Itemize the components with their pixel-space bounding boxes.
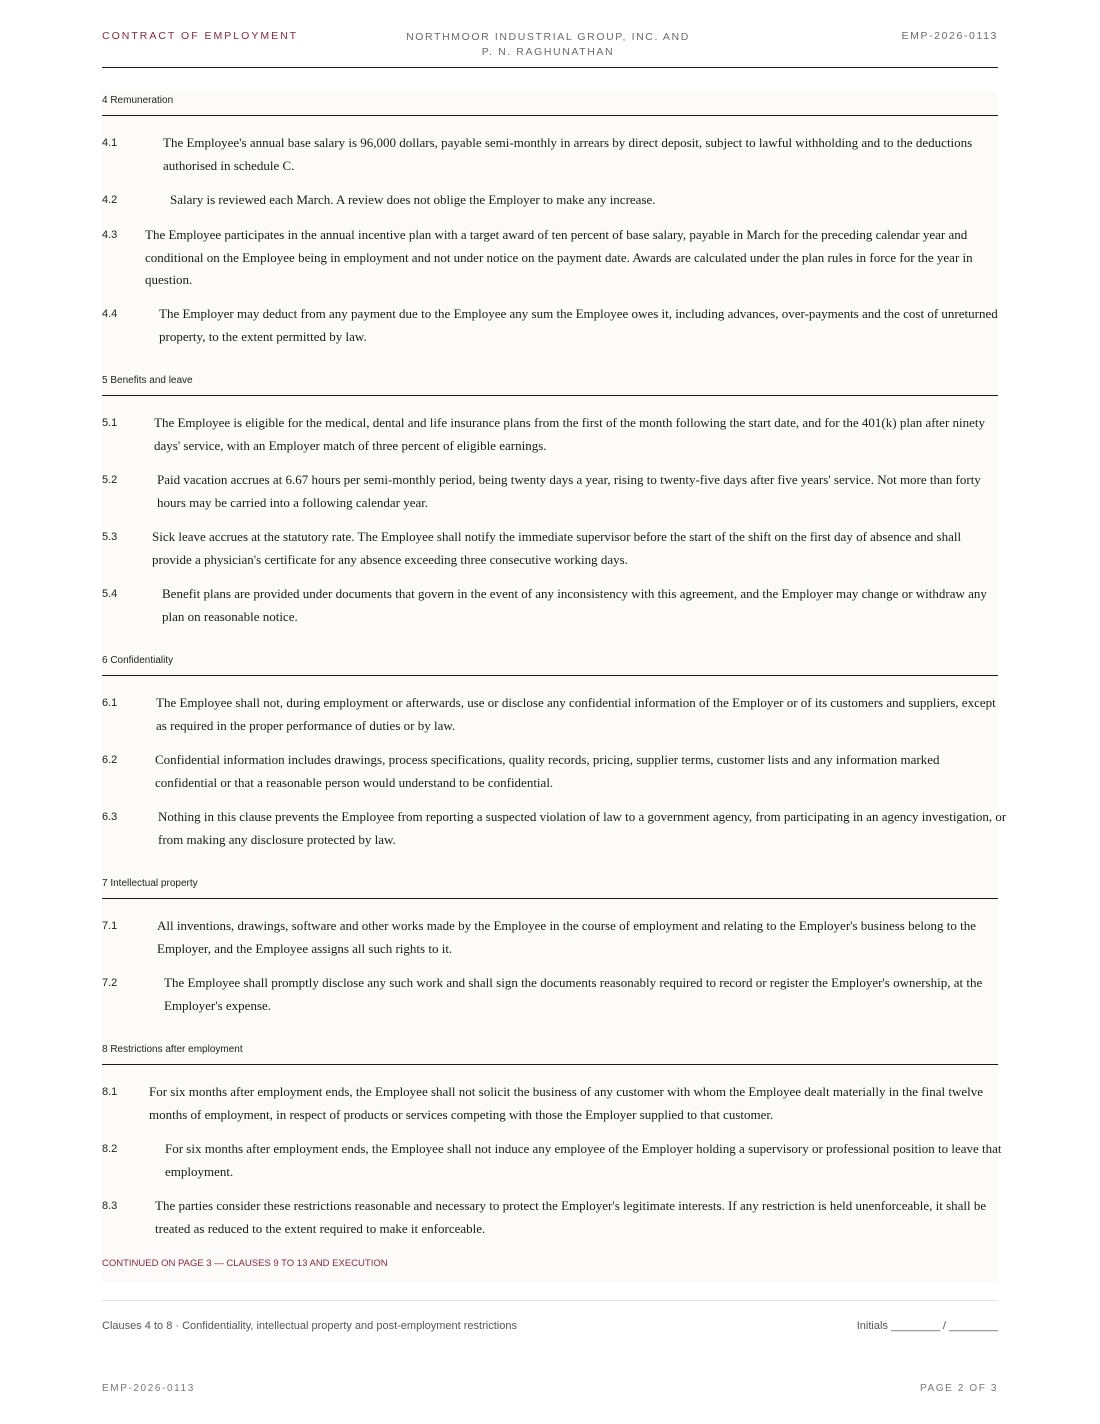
reference-number: EMP-2026-0113 xyxy=(901,30,998,42)
clause-number: 5.3 xyxy=(102,531,118,543)
clause-number: 5.2 xyxy=(102,474,118,486)
clause-number: 4.4 xyxy=(102,308,118,320)
clause-number: 5.1 xyxy=(102,417,118,429)
page-number: PAGE 2 OF 3 xyxy=(920,1383,998,1394)
document-type: CONTRACT OF EMPLOYMENT xyxy=(102,30,299,42)
clause-number: 6.2 xyxy=(102,754,118,766)
clause-number: 5.4 xyxy=(102,588,118,600)
clause-text: The Employee participates in the annual incentive plan with a target award of ten percent of base salary, payable in March for the preceding calendar year and conditional on the Employee being in employment and not under notice on the payment date. Awards are calculated under the plan rules in force for the year in question. xyxy=(145,227,973,287)
clause-text: The Employer may deduct from any payment due to the Employee any sum the Employee owes it, including advances, over-payments and the cost of unreturned property, to the extent permitted by law. xyxy=(159,306,998,344)
clause-number: 4.3 xyxy=(102,229,118,241)
clause-number: 6.3 xyxy=(102,811,118,823)
clause-text: The Employee is eligible for the medical, dental and life insurance plans from the first of the month following the start date, and for the 401(k) plan after ninety days' service, with an Employer match of three percent of eligible earnings. xyxy=(154,415,986,453)
clause-text: The parties consider these restrictions reasonable and necessary to protect the Employer's legitimate interests. If any restriction is held unenforceable, it shall be treated as reduced to the extent required to make it enforceable. xyxy=(155,1198,987,1236)
page-footer-reference: EMP-2026-0113 xyxy=(102,1383,195,1394)
section-heading-benefits: 5 Benefits and leave xyxy=(102,370,998,396)
clause-number: 4.2 xyxy=(102,194,118,206)
clause-text: All inventions, drawings, software and other works made by the Employee in the course of employment and relating to the Employer's business belong to the Employer, and the Employee assigns all such rights to it. xyxy=(157,918,976,956)
clause-text: Nothing in this clause prevents the Employee from reporting a suspected violation of law to a government agency, from participating in an agency investigation, or from making any disclosure protected by law. xyxy=(158,809,1007,847)
section-heading-restrictions: 8 Restrictions after employment xyxy=(102,1039,998,1065)
section-heading-intellectual-property: 7 Intellectual property xyxy=(102,873,998,899)
continued-note: CONTINUED ON PAGE 3 — CLAUSES 9 TO 13 AND EXECUTION xyxy=(102,1258,388,1269)
footer-summary: Clauses 4 to 8 · Confidentiality, intellectual property and post-employment restrictions xyxy=(102,1320,517,1332)
parties-line: NORTHMOOR INDUSTRIAL GROUP, INC. AND P. N. RAGHUNATHAN xyxy=(406,31,690,58)
clause-number: 4.1 xyxy=(102,137,118,149)
initials-line: Initials ________ / ________ xyxy=(856,1320,998,1332)
clause-text: Sick leave accrues at the statutory rate. The Employee shall notify the immediate supervisor before the start of the shift on the first day of absence and shall provide a physician's certificate for any absence exceeding three consecutive working days. xyxy=(152,529,962,567)
clause-text: Paid vacation accrues at 6.67 hours per semi-monthly period, being twenty days a year, rising to twenty-five days after five years' service. Not more than forty hours may be carried into a following calendar year. xyxy=(157,472,981,510)
section-heading-confidentiality: 6 Confidentiality xyxy=(102,650,998,676)
clause-text: The Employee shall promptly disclose any such work and shall sign the documents reasonably required to record or register the Employer's ownership, at the Employer's expense. xyxy=(164,975,983,1013)
running-header xyxy=(102,29,998,68)
clause-text: Confidential information includes drawings, process specifications, quality records, pricing, supplier terms, customer lists and any information marked confidential or that a reasonable person would understand to be confidential. xyxy=(155,752,940,790)
clause-text: The Employee shall not, during employment or afterwards, use or disclose any confidential information of the Employer or of its customers and suppliers, except as required in the proper performance of duties or by law. xyxy=(156,695,996,733)
clause-text: Benefit plans are provided under documents that govern in the event of any inconsistency with this agreement, and the Employer may change or withdraw any plan on reasonable notice. xyxy=(162,586,987,624)
clause-number: 7.2 xyxy=(102,977,118,989)
clause-number: 8.3 xyxy=(102,1200,118,1212)
clause-number: 8.2 xyxy=(102,1143,118,1155)
clause-text: For six months after employment ends, the Employee shall not solicit the business of any customer with whom the Employee dealt materially in the final twelve months of employment, in respect of products or services competing with those the Employer supplied to that customer. xyxy=(149,1084,983,1122)
clause-text: The Employee's annual base salary is 96,000 dollars, payable semi-monthly in arrears by direct deposit, subject to lawful withholding and to the deductions authorised in schedule C. xyxy=(163,135,973,173)
clause-number: 8.1 xyxy=(102,1086,118,1098)
section-heading-remuneration: 4 Remuneration xyxy=(102,90,998,116)
clause-text: Salary is reviewed each March. A review does not oblige the Employer to make any increase. xyxy=(170,192,656,207)
clause-text: For six months after employment ends, the Employee shall not induce any employee of the Employer holding a supervisory or professional position to leave that employment. xyxy=(165,1141,1002,1179)
clause-number: 6.1 xyxy=(102,697,118,709)
clause-number: 7.1 xyxy=(102,920,118,932)
footer-divider xyxy=(102,1300,998,1301)
